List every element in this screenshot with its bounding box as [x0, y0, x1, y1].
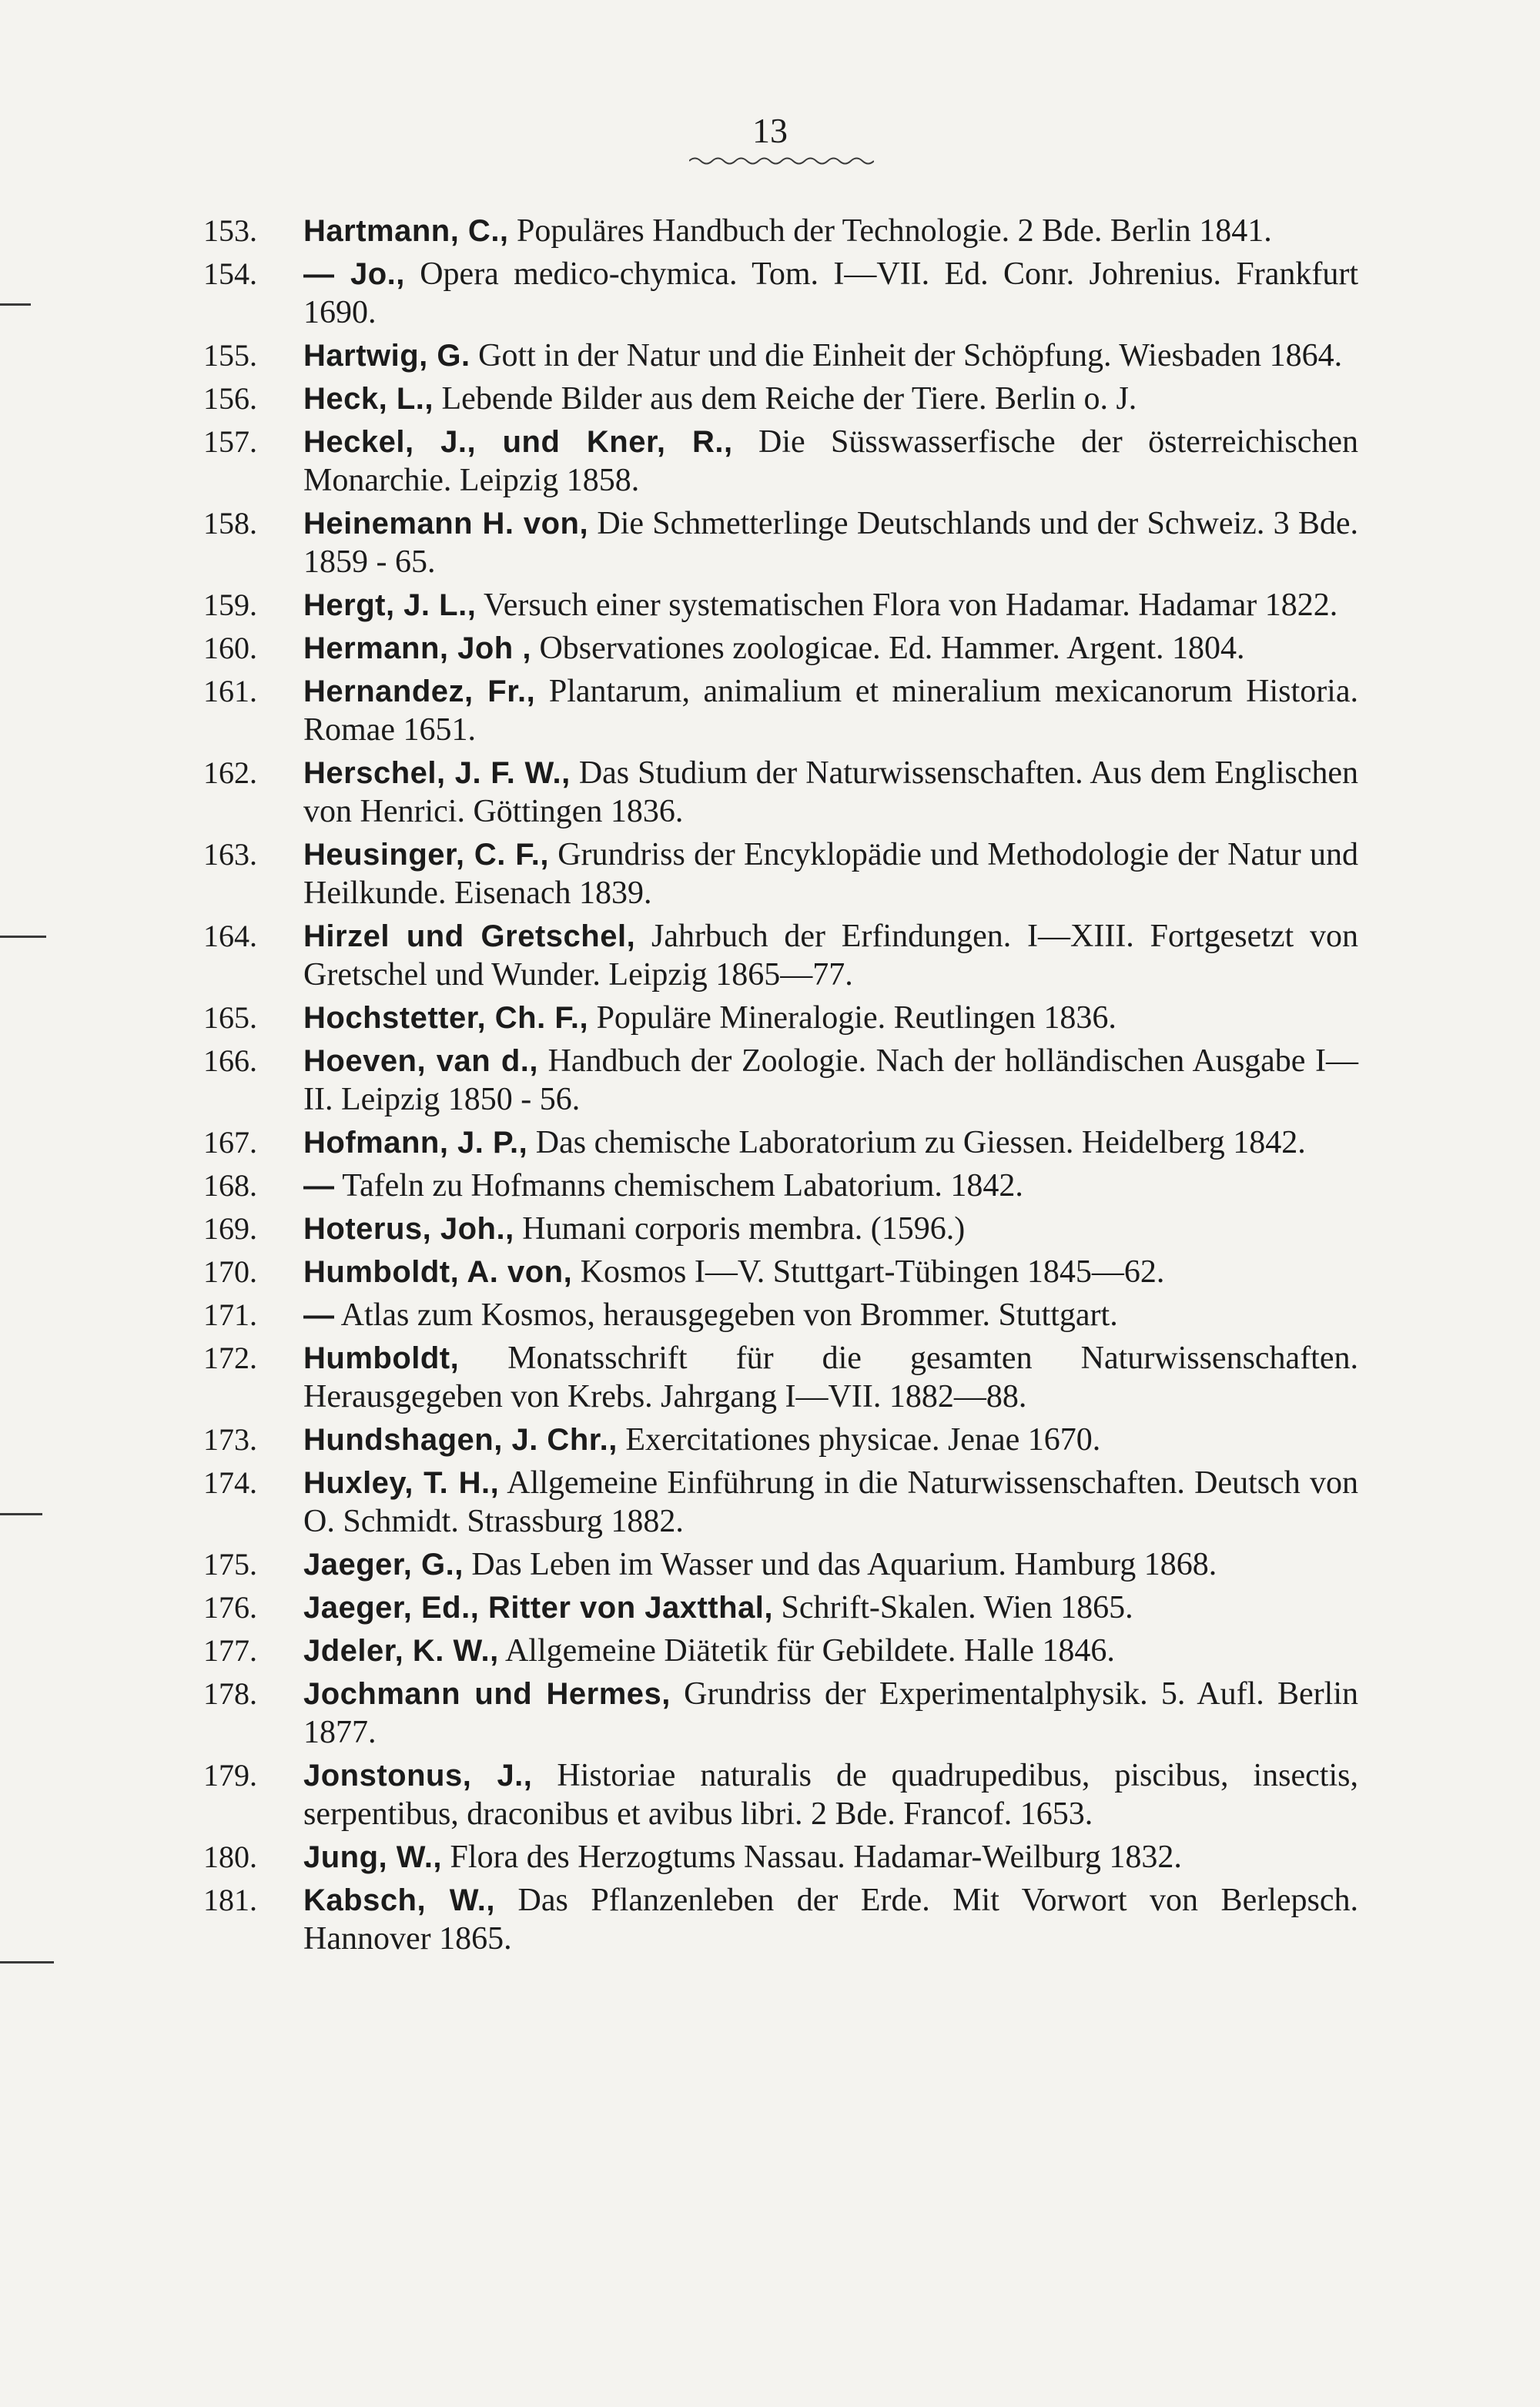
list-item	[203, 1838, 1358, 1876]
entry-number: 169.	[203, 1211, 257, 1246]
entry-number: 166.	[203, 1043, 257, 1078]
entry-text: Handbuch der Zoologie. Nach der holländischen Ausgabe I—II. Leipzig 1850 - 56.	[303, 1043, 1358, 1117]
entry-text: Tafeln zu Hofmanns chemischem Labatorium. 1842.	[334, 1168, 1023, 1204]
margin-mark	[0, 1961, 54, 1963]
entry-number: 159.	[203, 588, 257, 622]
entry-author: —	[303, 1298, 335, 1332]
wavy-ornament	[689, 156, 874, 166]
list-item	[203, 1675, 1358, 1752]
entry-text: Humani corporis membra. (1596.)	[514, 1211, 966, 1247]
entry-text: Monatsschrift für die gesamten Naturwissenschaften. Herausgegeben von Krebs. Jahrgang I—VII. 1882—88.	[303, 1341, 1358, 1414]
entry-number: 156.	[203, 381, 257, 416]
entry-author: Hoeven, van d.,	[303, 1044, 539, 1078]
list-item	[203, 1756, 1358, 1833]
entry-author: Hirzel und Gretschel,	[303, 919, 636, 953]
entry-text: Populäres Handbuch der Technologie. 2 Bde. Berlin 1841.	[508, 213, 1272, 249]
entry-text: Gott in der Natur und die Einheit der Schöpfung. Wiesbaden 1864.	[470, 338, 1343, 373]
entry-text: Schrift-Skalen. Wien 1865.	[773, 1590, 1133, 1625]
list-item	[203, 1632, 1358, 1670]
list-item	[203, 1339, 1358, 1416]
list-item	[203, 423, 1358, 500]
entry-text: Grundriss der Experimentalphysik. 5. Aufl. Berlin 1877.	[303, 1676, 1358, 1750]
bibliography-list	[203, 212, 1358, 1963]
list-item	[203, 504, 1358, 581]
margin-mark	[0, 936, 46, 938]
entry-text: Plantarum, animalium et mineralium mexicanorum Historia. Romae 1651.	[303, 674, 1358, 748]
entry-author: Jaeger, Ed., Ritter von Jaxtthal,	[303, 1591, 774, 1625]
entry-text: Lebende Bilder aus dem Reiche der Tiere. Berlin o. J.	[434, 381, 1137, 417]
entry-text: Flora des Herzogtums Nassau. Hadamar-Weilburg 1832.	[442, 1840, 1182, 1875]
entry-author: Huxley, T. H.,	[303, 1466, 500, 1500]
list-item	[203, 1210, 1358, 1248]
entry-author: Jung, W.,	[303, 1840, 443, 1874]
entry-number: 177.	[203, 1633, 257, 1668]
entry-text: Das Pflanzenleben der Erde. Mit Vorwort von Berlepsch. Hannover 1865.	[303, 1883, 1358, 1957]
entry-text: Kosmos I—V. Stuttgart-Tübingen 1845—62.	[572, 1254, 1165, 1290]
entry-author: Hoterus, Joh.,	[303, 1212, 514, 1246]
list-item	[203, 586, 1358, 624]
entry-number: 168.	[203, 1168, 257, 1203]
entry-text: Opera medico-chymica. Tom. I—VII. Ed. Conr. Johrenius. Frankfurt 1690.	[303, 256, 1358, 330]
entry-number: 174.	[203, 1465, 257, 1500]
list-item	[203, 917, 1358, 994]
entry-author: — Jo.,	[303, 257, 405, 291]
entry-number: 160.	[203, 631, 257, 665]
entry-author: Heinemann H. von,	[303, 507, 589, 541]
entry-author: Humboldt,	[303, 1341, 460, 1375]
entry-author: Hofmann, J. P.,	[303, 1126, 528, 1160]
list-item	[203, 999, 1358, 1037]
entry-number: 155.	[203, 338, 257, 373]
entry-number: 153.	[203, 213, 257, 248]
entry-author: Heusinger, C. F.,	[303, 838, 549, 872]
entry-text: Das Studium der Naturwissenschaften. Aus dem Englischen von Henrici. Göttingen 1836.	[303, 755, 1359, 829]
list-item	[203, 1545, 1358, 1584]
list-item	[203, 336, 1358, 375]
entry-number: 180.	[203, 1840, 257, 1874]
entry-number: 171.	[203, 1297, 257, 1332]
entry-number: 173.	[203, 1422, 257, 1457]
entry-number: 163.	[203, 837, 257, 872]
entry-text: Das chemische Laboratorium zu Giessen. Heidelberg 1842.	[527, 1125, 1306, 1160]
list-item	[203, 1464, 1358, 1541]
entry-number: 154.	[203, 256, 257, 291]
entry-author: Jonstonus, J.,	[303, 1759, 533, 1793]
entry-number: 172.	[203, 1341, 257, 1375]
entry-author: Herschel, J. F. W.,	[303, 756, 571, 790]
entry-text: Populäre Mineralogie. Reutlingen 1836.	[588, 1000, 1116, 1036]
entry-text: Jahrbuch der Erfindungen. I—XIII. Fortgesetzt von Gretschel und Wunder. Leipzig 1865—77.	[303, 919, 1358, 993]
entry-text: Exercitationes physicae. Jenae 1670.	[617, 1422, 1101, 1458]
list-item	[203, 1421, 1358, 1459]
list-item	[203, 1881, 1358, 1958]
entry-author: Jochmann und Hermes,	[303, 1677, 671, 1711]
entry-author: Kabsch, W.,	[303, 1883, 496, 1917]
entry-text: Allgemeine Einführung in die Naturwissenschaften. Deutsch von O. Schmidt. Strassburg 1882.	[303, 1465, 1358, 1539]
entry-author: Heckel, J., und Kner, R.,	[303, 425, 733, 459]
list-item	[203, 1296, 1358, 1334]
entry-author: Hartmann, C.,	[303, 214, 509, 248]
margin-mark	[0, 303, 31, 306]
list-item	[203, 1042, 1358, 1119]
list-item	[203, 1167, 1358, 1205]
entry-author: —	[303, 1169, 335, 1203]
entry-author: Jaeger, G.,	[303, 1548, 464, 1582]
list-item	[203, 380, 1358, 418]
entry-number: 167.	[203, 1125, 257, 1160]
entry-number: 178.	[203, 1676, 257, 1711]
list-item	[203, 629, 1358, 668]
entry-number: 158.	[203, 506, 257, 541]
entry-text: Versuch einer systematischen Flora von Hadamar. Hadamar 1822.	[476, 588, 1338, 623]
entry-author: Hermann, Joh ,	[303, 631, 531, 665]
entry-author: Hartwig, G.	[303, 339, 470, 373]
margin-mark	[0, 1513, 42, 1515]
entry-text: Historiae naturalis de quadrupedibus, piscibus, insectis, serpentibus, draconibus et avibus libri. 2 Bde. Francof. 1653.	[303, 1758, 1358, 1832]
entry-number: 162.	[203, 755, 257, 790]
entry-author: Hernandez, Fr.,	[303, 675, 536, 708]
entry-author: Hochstetter, Ch. F.,	[303, 1001, 589, 1035]
entry-number: 170.	[203, 1254, 257, 1289]
list-item	[203, 255, 1358, 332]
entry-number: 157.	[203, 424, 257, 459]
list-item	[203, 1588, 1358, 1627]
entry-author: Jdeler, K. W.,	[303, 1634, 499, 1668]
entry-number: 179.	[203, 1758, 257, 1793]
entry-text: Grundriss der Encyklopädie und Methodologie der Natur und Heilkunde. Eisenach 1839.	[303, 837, 1358, 911]
list-item	[203, 1253, 1358, 1291]
entry-number: 164.	[203, 919, 257, 953]
list-item	[203, 754, 1358, 831]
entry-text: Das Leben im Wasser und das Aquarium. Hamburg 1868.	[463, 1547, 1217, 1582]
entry-number: 165.	[203, 1000, 257, 1035]
list-item	[203, 212, 1358, 250]
entry-text: Die Schmetterlinge Deutschlands und der Schweiz. 3 Bde. 1859 - 65.	[303, 506, 1359, 580]
entry-author: Humboldt, A. von,	[303, 1255, 573, 1289]
entry-text: Observationes zoologicae. Ed. Hammer. Argent. 1804.	[531, 631, 1245, 666]
page-number: 13	[752, 111, 788, 150]
entry-text: Atlas zum Kosmos, herausgegeben von Brommer. Stuttgart.	[334, 1297, 1118, 1333]
entry-text: Die Süsswasserfische der österreichischen Monarchie. Leipzig 1858.	[303, 424, 1358, 498]
list-item	[203, 672, 1358, 749]
entry-number: 181.	[203, 1883, 257, 1917]
list-item	[203, 835, 1358, 912]
entry-text: Allgemeine Diätetik für Gebildete. Halle 1846.	[498, 1633, 1115, 1669]
entry-author: Heck, L.,	[303, 382, 434, 416]
entry-number: 176.	[203, 1590, 257, 1625]
entry-number: 161.	[203, 674, 257, 708]
entry-author: Hundshagen, J. Chr.,	[303, 1423, 618, 1457]
entry-author: Hergt, J. L.,	[303, 588, 477, 622]
list-item	[203, 1123, 1358, 1162]
entry-number: 175.	[203, 1547, 257, 1582]
